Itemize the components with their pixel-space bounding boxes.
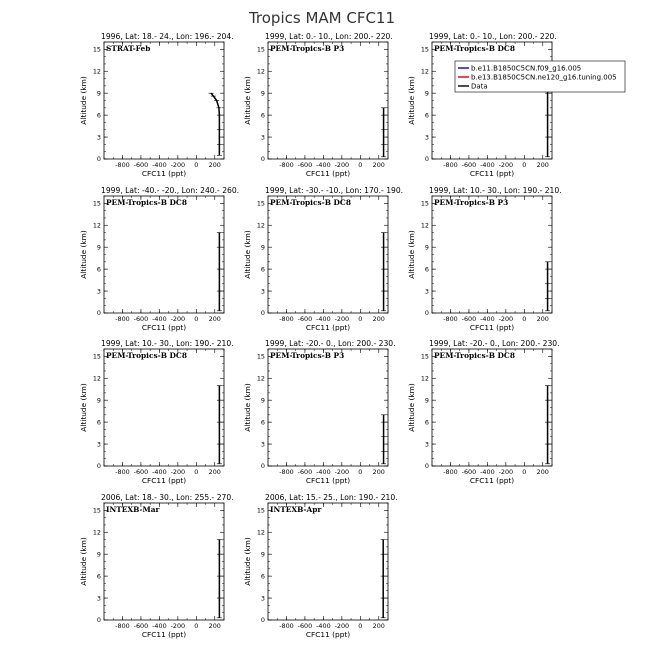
x-tick-label: -200 bbox=[170, 161, 186, 169]
plot-frame bbox=[104, 42, 224, 159]
panel-header: 1999, Lat: -30.- -10., Lon: 170.- 190. bbox=[265, 186, 404, 195]
x-tick-label: -200 bbox=[170, 468, 186, 476]
y-axis-label: Altitude (km) bbox=[79, 383, 88, 432]
x-tick-label: -600 bbox=[133, 622, 149, 630]
y-tick-label: 15 bbox=[92, 45, 101, 54]
y-tick-label: 6 bbox=[260, 418, 265, 427]
y-tick-label: 12 bbox=[420, 67, 429, 76]
x-tick-label: -600 bbox=[297, 622, 313, 630]
plot-frame bbox=[268, 196, 388, 313]
x-axis-label: CFC11 (ppt) bbox=[141, 476, 187, 485]
x-tick-label: -800 bbox=[279, 315, 294, 323]
y-tick-label: 0 bbox=[260, 155, 265, 164]
x-axis-label: CFC11 (ppt) bbox=[305, 323, 351, 332]
y-tick-label: 9 bbox=[96, 396, 101, 405]
x-axis-label: CFC11 (ppt) bbox=[305, 169, 351, 178]
x-tick-label: -400 bbox=[480, 468, 495, 476]
y-axis-label: Altitude (km) bbox=[407, 76, 416, 125]
x-tick-label: -400 bbox=[152, 161, 167, 169]
y-tick-label: 9 bbox=[260, 550, 265, 559]
x-tick-label: -800 bbox=[443, 468, 458, 476]
plot-frame bbox=[432, 42, 552, 159]
panel-label: STRAT-Feb bbox=[106, 44, 151, 53]
x-tick-label: 200 bbox=[372, 161, 385, 169]
y-tick-label: 9 bbox=[424, 243, 429, 252]
panel-label: PEM-Tropics-B P3 bbox=[270, 351, 345, 360]
x-tick-label: -200 bbox=[334, 315, 350, 323]
x-tick-label: -400 bbox=[480, 161, 495, 169]
panel-header: 1999, Lat: 10.- 30., Lon: 190.- 210. bbox=[429, 186, 562, 195]
x-tick-label: 200 bbox=[536, 161, 549, 169]
x-tick-label: 200 bbox=[536, 315, 549, 323]
panel-header: 1999, Lat: 0.- 10., Lon: 200.- 220. bbox=[429, 32, 557, 41]
plot-frame bbox=[268, 349, 388, 466]
x-tick-label: -600 bbox=[133, 161, 149, 169]
x-tick-label: -600 bbox=[297, 161, 313, 169]
y-tick-label: 15 bbox=[256, 45, 265, 54]
y-tick-label: 0 bbox=[260, 616, 265, 625]
figure-title: Tropics MAM CFC11 bbox=[248, 9, 396, 27]
x-tick-label: 0 bbox=[194, 315, 199, 323]
x-tick-label: -800 bbox=[279, 161, 294, 169]
panel-11 bbox=[243, 493, 398, 639]
y-tick-label: 12 bbox=[256, 67, 265, 76]
panel-4 bbox=[79, 186, 239, 332]
x-tick-label: -400 bbox=[152, 468, 167, 476]
y-tick-label: 12 bbox=[420, 374, 429, 383]
y-tick-label: 9 bbox=[260, 396, 265, 405]
panel-header: 2006, Lat: 15.- 25., Lon: 190.- 210. bbox=[265, 493, 398, 502]
x-axis-label: CFC11 (ppt) bbox=[469, 323, 515, 332]
panel-label: PEM-Tropics-B DC8 bbox=[434, 44, 515, 53]
y-tick-label: 0 bbox=[424, 462, 429, 471]
x-tick-label: -800 bbox=[279, 622, 294, 630]
legend-entry-label: b.e13.B1850C5CN.ne120_g16.tuning.005 bbox=[471, 73, 617, 82]
x-tick-label: 200 bbox=[372, 315, 385, 323]
x-tick-label: -400 bbox=[316, 622, 331, 630]
y-axis-label: Altitude (km) bbox=[407, 230, 416, 279]
y-tick-label: 6 bbox=[260, 111, 265, 120]
y-tick-label: 15 bbox=[92, 199, 101, 208]
y-axis-label: Altitude (km) bbox=[243, 383, 252, 432]
y-tick-label: 15 bbox=[256, 352, 265, 361]
y-tick-label: 9 bbox=[424, 396, 429, 405]
x-tick-label: -400 bbox=[480, 315, 495, 323]
y-tick-label: 15 bbox=[420, 352, 429, 361]
x-tick-label: -400 bbox=[316, 468, 331, 476]
y-tick-label: 15 bbox=[420, 45, 429, 54]
panel-header: 2006, Lat: 18.- 30., Lon: 255.- 270. bbox=[101, 493, 234, 502]
x-tick-label: -200 bbox=[170, 315, 186, 323]
x-tick-label: 200 bbox=[208, 468, 221, 476]
x-tick-label: -400 bbox=[152, 622, 167, 630]
y-tick-label: 12 bbox=[256, 221, 265, 230]
y-tick-label: 6 bbox=[424, 265, 429, 274]
panel-header: 1999, Lat: 0.- 10., Lon: 200.- 220. bbox=[265, 32, 393, 41]
x-tick-label: -400 bbox=[316, 161, 331, 169]
x-tick-label: 0 bbox=[358, 315, 363, 323]
y-tick-label: 9 bbox=[424, 89, 429, 98]
x-tick-label: -800 bbox=[115, 468, 130, 476]
panel-2 bbox=[243, 32, 393, 178]
y-tick-label: 3 bbox=[260, 133, 265, 142]
y-tick-label: 3 bbox=[260, 287, 265, 296]
y-tick-label: 0 bbox=[96, 462, 101, 471]
y-tick-label: 0 bbox=[96, 309, 101, 318]
y-tick-label: 6 bbox=[96, 572, 101, 581]
y-tick-label: 12 bbox=[256, 528, 265, 537]
legend bbox=[455, 61, 625, 92]
y-tick-label: 15 bbox=[256, 506, 265, 515]
y-tick-label: 15 bbox=[92, 506, 101, 515]
y-tick-label: 6 bbox=[424, 418, 429, 427]
plot-frame bbox=[104, 196, 224, 313]
x-axis-label: CFC11 (ppt) bbox=[305, 476, 351, 485]
panel-3 bbox=[407, 32, 625, 178]
panel-7 bbox=[79, 339, 234, 485]
x-axis-label: CFC11 (ppt) bbox=[305, 630, 351, 639]
x-tick-label: -200 bbox=[334, 468, 350, 476]
y-tick-label: 3 bbox=[96, 287, 101, 296]
y-tick-label: 15 bbox=[256, 199, 265, 208]
x-tick-label: -200 bbox=[170, 622, 186, 630]
y-tick-label: 3 bbox=[96, 133, 101, 142]
panel-label: PEM-Tropics-B P3 bbox=[270, 44, 345, 53]
x-tick-label: -200 bbox=[334, 622, 350, 630]
x-tick-label: -400 bbox=[152, 315, 167, 323]
y-tick-label: 0 bbox=[260, 462, 265, 471]
x-tick-label: -200 bbox=[334, 161, 350, 169]
x-tick-label: -600 bbox=[461, 468, 477, 476]
x-tick-label: 200 bbox=[536, 468, 549, 476]
y-tick-label: 6 bbox=[96, 265, 101, 274]
x-tick-label: 0 bbox=[194, 468, 199, 476]
y-tick-label: 6 bbox=[260, 572, 265, 581]
y-tick-label: 9 bbox=[260, 89, 265, 98]
x-axis-label: CFC11 (ppt) bbox=[469, 476, 515, 485]
x-tick-label: 0 bbox=[358, 622, 363, 630]
x-tick-label: 0 bbox=[358, 161, 363, 169]
panel-9 bbox=[407, 339, 560, 485]
panel-label: PEM-Tropics-B DC8 bbox=[270, 198, 351, 207]
y-tick-label: 9 bbox=[96, 89, 101, 98]
plot-frame bbox=[104, 349, 224, 466]
plot-frame bbox=[432, 349, 552, 466]
x-tick-label: 0 bbox=[358, 468, 363, 476]
x-tick-label: -200 bbox=[498, 468, 514, 476]
x-tick-label: -800 bbox=[115, 315, 130, 323]
y-tick-label: 3 bbox=[424, 287, 429, 296]
y-tick-label: 3 bbox=[260, 594, 265, 603]
x-tick-label: -600 bbox=[133, 315, 149, 323]
x-tick-label: 0 bbox=[522, 315, 527, 323]
y-axis-label: Altitude (km) bbox=[243, 76, 252, 125]
x-axis-label: CFC11 (ppt) bbox=[141, 323, 187, 332]
x-tick-label: -400 bbox=[316, 315, 331, 323]
panel-8 bbox=[243, 339, 396, 485]
x-tick-label: 200 bbox=[208, 315, 221, 323]
panel-5 bbox=[243, 186, 403, 332]
y-axis-label: Altitude (km) bbox=[79, 537, 88, 586]
y-tick-label: 6 bbox=[424, 111, 429, 120]
x-tick-label: 0 bbox=[194, 161, 199, 169]
series-line-data bbox=[211, 93, 219, 155]
panel-label: PEM-Tropics-B DC8 bbox=[106, 198, 187, 207]
x-tick-label: 0 bbox=[522, 468, 527, 476]
y-tick-label: 3 bbox=[424, 133, 429, 142]
panel-label: PEM-Tropics-B DC8 bbox=[434, 351, 515, 360]
y-tick-label: 0 bbox=[424, 309, 429, 318]
panel-header: 1999, Lat: -40.- -20., Lon: 240.- 260. bbox=[101, 186, 240, 195]
x-tick-label: -600 bbox=[133, 468, 149, 476]
y-axis-label: Altitude (km) bbox=[79, 230, 88, 279]
panel-label: INTEXB-Mar bbox=[106, 505, 160, 514]
y-tick-label: 12 bbox=[92, 221, 101, 230]
panel-header: 1999, Lat: -20.- 0., Lon: 200.- 230. bbox=[429, 339, 560, 348]
panel-header: 1999, Lat: 10.- 30., Lon: 190.- 210. bbox=[101, 339, 234, 348]
y-tick-label: 6 bbox=[260, 265, 265, 274]
x-tick-label: 200 bbox=[372, 622, 385, 630]
y-tick-label: 9 bbox=[260, 243, 265, 252]
x-tick-label: -200 bbox=[498, 161, 514, 169]
y-tick-label: 15 bbox=[420, 199, 429, 208]
y-axis-label: Altitude (km) bbox=[243, 230, 252, 279]
y-tick-label: 0 bbox=[96, 616, 101, 625]
legend-entry-label: b.e11.B1850C5CN.f09_g16.005 bbox=[471, 64, 582, 73]
plot-frame bbox=[268, 503, 388, 620]
x-tick-label: -800 bbox=[279, 468, 294, 476]
panel-label: INTEXB-Apr bbox=[270, 505, 322, 514]
x-axis-label: CFC11 (ppt) bbox=[141, 169, 187, 178]
x-axis-label: CFC11 (ppt) bbox=[469, 169, 515, 178]
x-tick-label: 200 bbox=[208, 622, 221, 630]
y-tick-label: 3 bbox=[260, 440, 265, 449]
x-tick-label: -600 bbox=[461, 161, 477, 169]
y-axis-label: Altitude (km) bbox=[407, 383, 416, 432]
x-tick-label: -200 bbox=[498, 315, 514, 323]
panel-10 bbox=[79, 493, 234, 639]
x-tick-label: 0 bbox=[194, 622, 199, 630]
y-tick-label: 12 bbox=[92, 67, 101, 76]
y-axis-label: Altitude (km) bbox=[243, 537, 252, 586]
y-tick-label: 12 bbox=[92, 374, 101, 383]
plot-frame bbox=[104, 503, 224, 620]
x-axis-label: CFC11 (ppt) bbox=[141, 630, 187, 639]
y-tick-label: 12 bbox=[256, 374, 265, 383]
panel-label: PEM-Tropics-B P3 bbox=[434, 198, 509, 207]
x-tick-label: 0 bbox=[522, 161, 527, 169]
y-tick-label: 9 bbox=[96, 243, 101, 252]
y-tick-label: 9 bbox=[96, 550, 101, 559]
panel-label: PEM-Tropics-B DC8 bbox=[106, 351, 187, 360]
y-tick-label: 0 bbox=[96, 155, 101, 164]
panels bbox=[79, 32, 625, 639]
plot-frame bbox=[432, 196, 552, 313]
x-tick-label: 200 bbox=[372, 468, 385, 476]
y-tick-label: 3 bbox=[96, 594, 101, 603]
y-tick-label: 6 bbox=[96, 418, 101, 427]
y-tick-label: 6 bbox=[96, 111, 101, 120]
y-tick-label: 0 bbox=[424, 155, 429, 164]
x-tick-label: -800 bbox=[443, 161, 458, 169]
y-tick-label: 12 bbox=[92, 528, 101, 537]
x-tick-label: -800 bbox=[115, 622, 130, 630]
y-tick-label: 12 bbox=[420, 221, 429, 230]
x-tick-label: 200 bbox=[208, 161, 221, 169]
x-tick-label: -800 bbox=[115, 161, 130, 169]
panel-header: 1999, Lat: -20.- 0., Lon: 200.- 230. bbox=[265, 339, 396, 348]
legend-entry-label: Data bbox=[471, 82, 488, 91]
y-axis-label: Altitude (km) bbox=[79, 76, 88, 125]
panel-1 bbox=[79, 32, 234, 178]
panel-6 bbox=[407, 186, 562, 332]
x-tick-label: -600 bbox=[297, 468, 313, 476]
y-tick-label: 3 bbox=[424, 440, 429, 449]
y-tick-label: 15 bbox=[92, 352, 101, 361]
y-tick-label: 3 bbox=[96, 440, 101, 449]
plot-frame bbox=[268, 42, 388, 159]
x-tick-label: -600 bbox=[461, 315, 477, 323]
y-tick-label: 0 bbox=[260, 309, 265, 318]
panel-header: 1996, Lat: 18.- 24., Lon: 196.- 204. bbox=[101, 32, 234, 41]
x-tick-label: -600 bbox=[297, 315, 313, 323]
x-tick-label: -800 bbox=[443, 315, 458, 323]
